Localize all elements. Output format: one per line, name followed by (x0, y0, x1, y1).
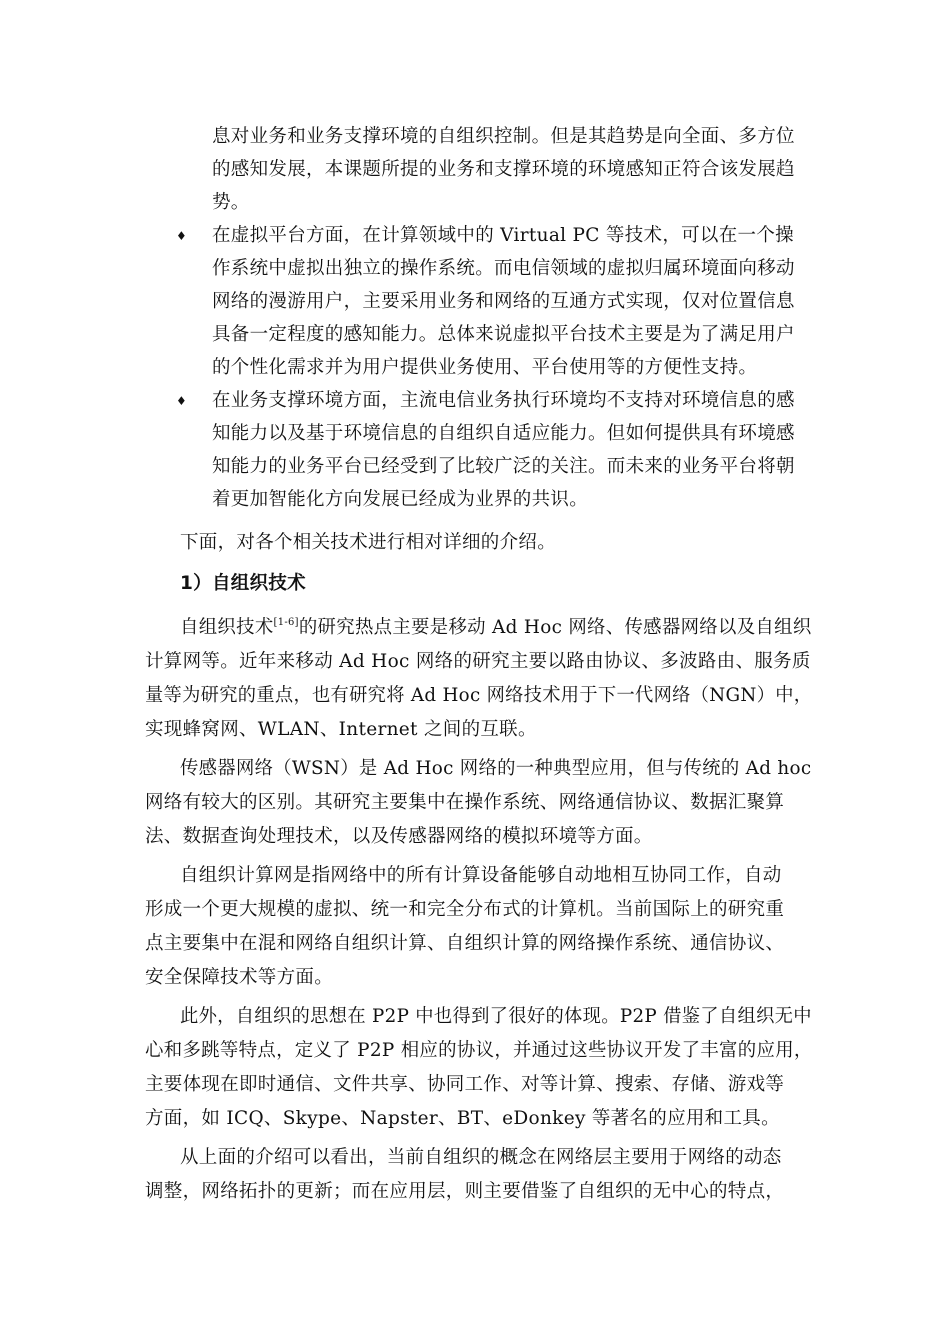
text-line: 实现蜂窝网、WLAN、Internet 之间的互联。 (145, 719, 537, 740)
text-line: 息对业务和业务支撑环境的自组织控制。但是其趋势是向全面、多方位 (212, 126, 795, 147)
text-line: 心和多跳等特点，定义了 P2P 相应的协议，并通过这些协议开发了丰富的应用， (145, 1040, 813, 1061)
text-line: 法、数据查询处理技术，以及传感器网络的模拟环境等方面。 (145, 826, 653, 847)
text-line: 点主要集中在混和网络自组织计算、自组织计算的网络操作系统、通信协议、 (145, 933, 785, 954)
text-line: 知能力以及基于环境信息的自组织自适应能力。但如何提供具有环境感 (212, 423, 795, 444)
text-line: 网络的漫游用户，主要采用业务和网络的互通方式实现，仅对位置信息 (212, 291, 795, 312)
text-line: 形成一个更大规模的虚拟、统一和完全分布式的计算机。当前国际上的研究重 (145, 899, 785, 920)
bullet-icon: ♦ (176, 394, 187, 408)
text-line: 量等为研究的重点，也有研究将 Ad Hoc 网络技术用于下一代网络（NGN）中， (145, 685, 813, 706)
text-line: 具备一定程度的感知能力。总体来说虚拟平台技术主要是为了满足用户 (212, 324, 795, 345)
text-line: 作系统中虚拟出独立的操作系统。而电信领域的虚拟归属环境面向移动 (212, 258, 795, 279)
text-line: 的感知发展，本课题所提的业务和支撑环境的环境感知正符合该发展趋 (212, 159, 795, 180)
text-line: 势。 (212, 192, 250, 213)
text-span: 自组织技术 (180, 617, 274, 638)
text-line: 安全保障技术等方面。 (145, 967, 334, 988)
text-line: 网络有较大的区别。其研究主要集中在操作系统、网络通信协议、数据汇聚算 (145, 792, 785, 813)
text-line: 着更加智能化方向发展已经成为业界的共识。 (212, 489, 589, 510)
citation: [1-6] (273, 617, 299, 628)
text-line: 此外，自组织的思想在 P2P 中也得到了很好的体现。P2P 借鉴了自组织无中 (180, 1006, 812, 1027)
text-line: 自组织计算网是指网络中的所有计算设备能够自动地相互协同工作，自动 (180, 865, 782, 886)
text-line: 主要体现在即时通信、文件共享、协同工作、对等计算、搜索、存储、游戏等 (145, 1074, 785, 1095)
intro-paragraph: 下面，对各个相关技术进行相对详细的介绍。 (180, 532, 557, 553)
text-line: 计算网等。近年来移动 Ad Hoc 网络的研究主要以路由协议、多波路由、服务质 (145, 651, 811, 672)
text-line: 知能力的业务平台已经受到了比较广泛的关注。而未来的业务平台将朝 (212, 456, 795, 477)
section-heading: 1）自组织技术 (180, 573, 306, 594)
text-line: 从上面的介绍可以看出，当前自组织的概念在网络层主要用于网络的动态 (180, 1147, 782, 1168)
text-line: 在虚拟平台方面，在计算领域中的 Virtual PC 等技术，可以在一个操 (212, 225, 794, 246)
text-line: 在业务支撑环境方面，主流电信业务执行环境均不支持对环境信息的感 (212, 390, 795, 411)
text-line: 调整，网络拓扑的更新；而在应用层，则主要借鉴了自组织的无中心的特点， (145, 1181, 785, 1202)
text-line: 的个性化需求并为用户提供业务使用、平台使用等的方便性支持。 (212, 357, 758, 378)
bullet-icon: ♦ (176, 229, 187, 243)
text-line: 传感器网络（WSN）是 Ad Hoc 网络的一种典型应用，但与传统的 Ad hoc (180, 758, 812, 779)
text-span: 的研究热点主要是移动 Ad Hoc 网络、传感器网络以及自组织 (298, 617, 812, 638)
text-line: 方面，如 ICQ、Skype、Napster、BT、eDonkey 等著名的应用和工具。 (145, 1108, 780, 1129)
text-line (180, 611, 812, 645)
